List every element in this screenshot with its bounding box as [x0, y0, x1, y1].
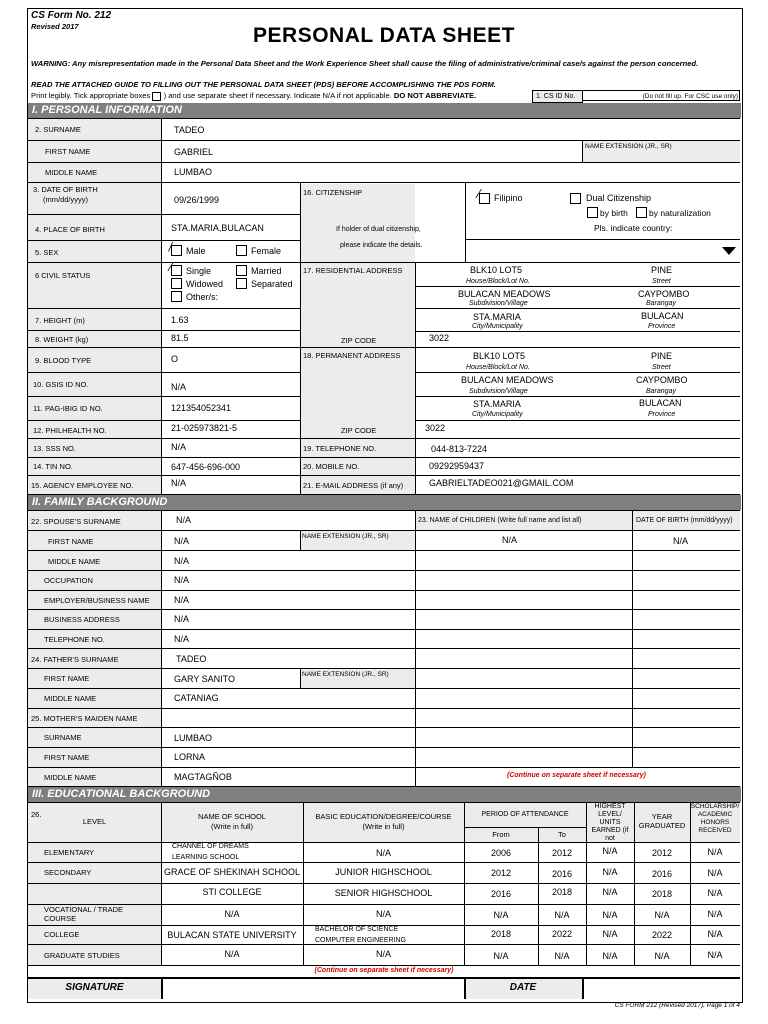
employer-field[interactable]: N/A	[174, 595, 190, 605]
edu-from-cell[interactable]: N/A	[493, 910, 509, 920]
telephone-label: 19. TELEPHONE NO.	[303, 444, 377, 453]
form-revision: Revised 2017	[31, 22, 79, 31]
do-not-abbreviate: DO NOT ABBREVIATE.	[393, 91, 477, 100]
civil-others-label: Other/s:	[186, 292, 219, 302]
table-row	[28, 904, 740, 925]
edu-honors-header: SCHOLARSHIP/ ACADEMIC HONORS RECEIVED	[690, 803, 740, 834]
pob-field[interactable]: STA.MARIA,BULACAN	[171, 223, 264, 233]
edu-to-cell[interactable]: 2012	[551, 848, 573, 858]
edu-level-header: LEVEL	[82, 817, 107, 826]
height-label: 7. HEIGHT (m)	[35, 316, 85, 325]
edu-honors-cell[interactable]: N/A	[707, 909, 723, 919]
philhealth-field[interactable]: 21-025973821-5	[171, 423, 238, 433]
edu-course-cell[interactable]: N/A	[375, 949, 391, 959]
civil-single-checkbox[interactable]	[171, 265, 182, 276]
edu-from-cell[interactable]: N/A	[493, 951, 509, 961]
edu-continue-note: (Continue on separate sheet if necessary)	[314, 967, 454, 974]
edu-level-cell: COLLEGE	[44, 930, 80, 939]
edu-honors-cell[interactable]: N/A	[707, 929, 723, 939]
tin-field[interactable]: 647-456-696-000	[171, 462, 241, 472]
edu-school-cell[interactable]: CHANNEL OF DREAMS LEARNING SCHOOL	[172, 843, 249, 861]
mother-middle-field[interactable]: MAGTAGÑOB	[174, 772, 232, 782]
cit-dual-checkbox[interactable]	[570, 193, 581, 204]
cit-naturalization-label: by naturalization	[649, 208, 711, 218]
res-house-sub: House/Block/Lot No.	[466, 278, 530, 285]
edu-course-cell[interactable]: SENIOR HIGHSCHOOL	[334, 888, 433, 898]
children-dob-label: DATE OF BIRTH (mm/dd/yyyy)	[636, 517, 733, 524]
edu-to-cell[interactable]: 2016	[551, 869, 573, 879]
first-name-label: FIRST NAME	[45, 147, 91, 156]
perm-house-sub: House/Block/Lot No.	[466, 364, 530, 371]
business-address-label: BUSINESS ADDRESS	[44, 615, 120, 624]
father-name-ext-label: NAME EXTENSION (JR., SR)	[302, 671, 389, 678]
edu-level-cell: VOCATIONAL / TRADE COURSE	[44, 905, 124, 923]
edu-to-cell[interactable]: 2018	[551, 887, 573, 897]
perm-house-field[interactable]: BLK10 LOT5	[473, 351, 526, 361]
edu-year-cell[interactable]: N/A	[654, 910, 670, 920]
sex-label: 5. SEX	[35, 248, 59, 257]
children-label: 23. NAME of CHILDREN (Write full name and list all)	[418, 517, 582, 524]
civil-separated-checkbox[interactable]	[236, 278, 247, 289]
sss-label: 13. SSS NO.	[33, 444, 76, 453]
res-province-sub: Province	[648, 323, 676, 330]
surname-field[interactable]: TADEO	[174, 125, 205, 135]
res-street-field[interactable]: PINE	[651, 265, 673, 275]
father-first-label: FIRST NAME	[44, 674, 90, 683]
blood-type-label: 9. BLOOD TYPE	[35, 356, 92, 365]
edu-year-header: YEAR GRADUATED	[638, 812, 686, 830]
spouse-surname-label: 22. SPOUSE'S SURNAME	[31, 517, 121, 526]
spouse-first-label: FIRST NAME	[48, 537, 94, 546]
perm-city-sub: City/Municipality	[472, 411, 523, 418]
form-number: CS Form No. 212	[31, 10, 112, 21]
edu-to-header: To	[558, 830, 566, 839]
perm-province-sub: Province	[648, 411, 676, 418]
mother-middle-label: MIDDLE NAME	[44, 773, 97, 782]
date-field[interactable]	[584, 979, 739, 999]
print-legibly-text	[31, 91, 476, 101]
res-brgy-sub: Barangay	[646, 300, 676, 307]
mobile-label: 20. MOBILE NO.	[303, 462, 360, 471]
spouse-first-field[interactable]: N/A	[174, 536, 190, 546]
perm-street-field[interactable]: PINE	[651, 351, 673, 361]
perm-subdiv-field[interactable]: BULACAN MEADOWS	[461, 375, 554, 385]
civil-widowed-label: Widowed	[186, 279, 224, 289]
res-province-field[interactable]: BULACAN	[641, 311, 684, 321]
check-mark-icon: ⁄	[170, 259, 173, 274]
pagibig-field[interactable]: 121354052341	[171, 403, 232, 413]
table-row	[28, 925, 740, 944]
edu-honors-cell[interactable]: N/A	[707, 847, 723, 857]
weight-label: 8. WEIGHT (kg)	[35, 335, 89, 344]
tin-label: 14. TIN NO.	[33, 462, 73, 471]
edu-school-header: NAME OF SCHOOL	[198, 812, 266, 821]
business-address-field[interactable]: N/A	[174, 614, 190, 624]
edu-honors-cell[interactable]: N/A	[707, 888, 723, 898]
sex-female-checkbox[interactable]	[236, 245, 247, 256]
res-street-sub: Street	[652, 278, 671, 285]
res-city-field[interactable]: STA.MARIA	[473, 312, 521, 322]
cit-birth-checkbox[interactable]	[587, 207, 598, 218]
edu-to-cell[interactable]: N/A	[554, 951, 570, 961]
father-surname-label: 24. FATHER'S SURNAME	[31, 655, 119, 664]
perm-city-field[interactable]: STA.MARIA	[473, 399, 521, 409]
warning-text: WARNING: Any misrepresentation made in the Personal Data Sheet and the Work Experience Sheet shall cause the filing of administrative/criminal case/s against the person concerned.	[31, 59, 699, 68]
perm-street-sub: Street	[652, 364, 671, 371]
dob-format-label: (mm/dd/yyyy)	[43, 195, 88, 204]
edu-school-cell[interactable]: BULACAN STATE UNIVERSITY	[167, 930, 297, 940]
email-field[interactable]: GABRIELTADEO021@GMAIL.COM	[429, 478, 574, 488]
pob-label: 4. PLACE OF BIRTH	[35, 225, 105, 234]
signature-label: SIGNATURE	[65, 982, 124, 993]
edu-period-header: PERIOD OF ATTENDANCE	[481, 811, 569, 818]
name-extension-label: NAME EXTENSION (JR., SR)	[585, 143, 672, 150]
first-name-field[interactable]: GABRIEL	[174, 147, 214, 157]
edu-course-cell[interactable]: BACHELOR OF SCIENCE COMPUTER ENGINEERING	[315, 926, 407, 944]
pagibig-label: 11. PAG-IBIG ID NO.	[33, 404, 103, 413]
res-house-field[interactable]: BLK10 LOT5	[470, 265, 523, 275]
cit-dual-label: Dual Citizenship	[586, 193, 652, 203]
mother-surname-field[interactable]: LUMBAO	[174, 733, 213, 743]
table-row	[28, 883, 740, 904]
perm-brgy-sub: Barangay	[646, 388, 676, 395]
sex-female-label: Female	[251, 246, 282, 256]
blood-type-field[interactable]: O	[171, 354, 179, 364]
table-row	[28, 862, 740, 883]
cit-country-dropdown[interactable]	[466, 240, 740, 262]
edu-from-cell[interactable]: 2018	[490, 929, 512, 939]
chevron-down-icon[interactable]	[722, 247, 736, 255]
perm-brgy-field[interactable]: CAYPOMBO	[636, 375, 688, 385]
mother-first-label: FIRST NAME	[44, 753, 90, 762]
perm-subdiv-sub: Subdivision/Village	[469, 388, 528, 395]
spouse-telephone-label: TELEPHONE NO.	[44, 635, 105, 644]
edu-year-cell[interactable]: 2018	[651, 889, 673, 899]
edu-course-header-sub: (Write in full)	[362, 822, 405, 831]
signature-field[interactable]	[163, 979, 463, 999]
cit-note-b: please indicate the details.	[340, 242, 423, 249]
civil-widowed-checkbox[interactable]	[171, 278, 182, 289]
section-personal-information: I. PERSONAL INFORMATION	[28, 103, 741, 118]
edu-units-header: HIGHEST LEVEL/ UNITS EARNED (if not	[591, 803, 629, 841]
agency-label: 15. AGENCY EMPLOYEE NO.	[31, 481, 134, 490]
cit-filipino-checkbox[interactable]	[479, 193, 490, 204]
dob-field[interactable]: 09/26/1999	[174, 195, 220, 205]
mobile-field[interactable]: 09292959437	[429, 461, 485, 471]
edu-units-cell[interactable]: N/A	[602, 910, 618, 920]
edu-units-cell[interactable]: N/A	[602, 887, 618, 897]
edu-course-header: BASIC EDUCATION/DEGREE/COURSE	[315, 812, 452, 821]
edu-course-cell[interactable]: N/A	[375, 848, 391, 858]
res-zip-field[interactable]: 3022	[429, 333, 450, 343]
mother-label: 25. MOTHER'S MAIDEN NAME	[31, 714, 138, 723]
edu-year-cell[interactable]: 2012	[651, 848, 673, 858]
sex-male-label: Male	[186, 246, 206, 256]
edu-units-cell[interactable]: N/A	[602, 846, 618, 856]
father-surname-field[interactable]: TADEO	[176, 654, 207, 664]
edu-units-cell[interactable]: N/A	[602, 951, 618, 961]
table-row	[28, 842, 740, 862]
res-subdiv-field[interactable]: BULACAN MEADOWS	[458, 289, 551, 299]
edu-school-cell[interactable]: STI COLLEGE	[202, 887, 262, 897]
edu-school-cell[interactable]: GRACE OF SHEKINAH SCHOOL	[163, 867, 301, 877]
occupation-field[interactable]: N/A	[174, 575, 190, 585]
cit-filipino-label: Filipino	[494, 193, 523, 203]
edu-level-cell: GRADUATE STUDIES	[44, 951, 120, 960]
edu-from-cell[interactable]: 2012	[490, 868, 512, 878]
gsis-field[interactable]: N/A	[171, 382, 187, 392]
edu-school-cell[interactable]: N/A	[224, 909, 240, 919]
print-legibly-a: Print legibly. Tick appropriate boxes	[31, 91, 151, 100]
civil-status-label: 6 CIVIL STATUS	[35, 271, 91, 280]
citizenship-label: 16. CITIZENSHIP	[303, 188, 363, 197]
edu-school-cell[interactable]: N/A	[224, 949, 240, 959]
edu-units-cell[interactable]: N/A	[602, 867, 618, 877]
edu-honors-cell[interactable]: N/A	[707, 868, 723, 878]
perm-province-field[interactable]: BULACAN	[639, 398, 682, 408]
civil-single-label: Single	[186, 266, 212, 276]
res-city-sub: City/Municipality	[472, 323, 523, 330]
philhealth-label: 12. PHILHEALTH NO.	[33, 426, 107, 435]
edu-to-cell[interactable]: N/A	[554, 910, 570, 920]
spouse-telephone-field[interactable]: N/A	[174, 634, 190, 644]
cs-id-label: 1. CS ID No.	[532, 90, 583, 103]
civil-others-checkbox[interactable]	[171, 291, 182, 302]
occupation-label: OCCUPATION	[44, 576, 93, 585]
res-subdiv-sub: Subdivision/Village	[469, 300, 528, 307]
edu-level-cell: ELEMENTARY	[44, 848, 95, 857]
edu-year-cell[interactable]: 2022	[651, 930, 673, 940]
weight-field[interactable]: 81.5	[171, 333, 189, 343]
res-address-label: 17. RESIDENTIAL ADDRESS	[303, 266, 403, 275]
spouse-middle-label: MIDDLE NAME	[48, 557, 101, 566]
employer-label: EMPLOYER/BUSINESS NAME	[44, 596, 150, 605]
page-title: PERSONAL DATA SHEET	[253, 24, 515, 47]
edu-units-cell[interactable]: N/A	[602, 929, 618, 939]
check-mark-icon: ⁄	[168, 238, 174, 255]
middle-name-field[interactable]: LUMBAO	[174, 167, 213, 177]
family-continue-note: (Continue on separate sheet if necessary)	[507, 772, 646, 779]
table-row	[28, 944, 740, 965]
section-educational-background: III. EDUCATIONAL BACKGROUND	[28, 787, 741, 802]
cs-id-field[interactable]: (Do not fill up. For CSC use only)	[582, 90, 740, 101]
tick-sample-box	[152, 92, 161, 101]
check-mark-icon: ⁄	[478, 186, 481, 201]
edu-course-cell[interactable]: JUNIOR HIGHSCHOOL	[335, 867, 432, 877]
mother-first-field[interactable]: LORNA	[174, 752, 206, 762]
section-family-background: II. FAMILY BACKGROUND	[28, 495, 741, 510]
dob-label: 3. DATE OF BIRTH	[33, 185, 98, 194]
edu-from-cell[interactable]: 2016	[490, 889, 512, 899]
father-middle-label: MIDDLE NAME	[44, 694, 97, 703]
mother-surname-label: SURNAME	[44, 733, 82, 742]
sss-field[interactable]: N/A	[171, 442, 187, 452]
surname-label: 2. SURNAME	[35, 125, 81, 134]
telephone-field[interactable]: 044-813-7224	[431, 444, 488, 454]
email-label: 21. E-MAIL ADDRESS (if any)	[303, 481, 404, 490]
edu-number-label: 26.	[31, 810, 42, 819]
child-dob-field[interactable]: N/A	[673, 536, 689, 546]
page-footer-note: CS FORM 212 (Revised 2017), Page 1 of 4	[614, 1002, 740, 1009]
edu-school-header-sub: (Write in full)	[211, 822, 253, 831]
print-legibly-b: ) and use separate sheet if necessary. Indicate N/A if not applicable.	[163, 91, 392, 100]
cit-birth-label: by birth	[600, 208, 628, 218]
edu-year-cell[interactable]: N/A	[654, 951, 670, 961]
read-guide-text: READ THE ATTACHED GUIDE TO FILLING OUT THE PERSONAL DATA SHEET (PDS) BEFORE ACCOMPLISHING THE PDS FORM.	[31, 80, 496, 89]
civil-married-checkbox[interactable]	[236, 265, 247, 276]
father-middle-field[interactable]: CATANIAG	[174, 693, 219, 703]
cit-note-a: If holder of dual citizenship,	[336, 226, 421, 233]
perm-zip-label: ZIP CODE	[341, 426, 377, 435]
spouse-name-ext-label: NAME EXTENSION (JR., SR)	[302, 533, 389, 540]
agency-field[interactable]: N/A	[171, 478, 187, 488]
edu-level-cell: SECONDARY	[44, 868, 92, 877]
date-label: DATE	[509, 982, 537, 993]
middle-name-label: MIDDLE NAME	[45, 168, 98, 177]
cit-naturalization-checkbox[interactable]	[636, 207, 647, 218]
edu-from-cell[interactable]: 2006	[490, 848, 512, 858]
father-first-field[interactable]: GARY SANITO	[174, 674, 236, 684]
edu-year-cell[interactable]: 2016	[651, 869, 673, 879]
res-brgy-field[interactable]: CAYPOMBO	[638, 289, 690, 299]
gsis-label: 10. GSIS ID NO.	[33, 380, 89, 389]
civil-married-label: Married	[251, 266, 282, 276]
perm-zip-field[interactable]: 3022	[425, 423, 446, 433]
edu-honors-cell[interactable]: N/A	[707, 950, 723, 960]
edu-from-header: From	[492, 830, 510, 839]
height-field[interactable]: 1.63	[171, 315, 189, 325]
edu-course-cell[interactable]: N/A	[375, 909, 391, 919]
edu-to-cell[interactable]: 2022	[551, 929, 573, 939]
perm-address-label: 18. PERMANENT ADDRESS	[303, 351, 401, 360]
civil-separated-label: Separated	[251, 279, 293, 289]
spouse-surname-field[interactable]: N/A	[176, 515, 192, 525]
cit-country-label: Pls. indicate country:	[594, 223, 673, 233]
spouse-middle-field[interactable]: N/A	[174, 556, 190, 566]
res-zip-label: ZIP CODE	[341, 336, 377, 345]
child-name-field[interactable]: N/A	[502, 535, 518, 545]
